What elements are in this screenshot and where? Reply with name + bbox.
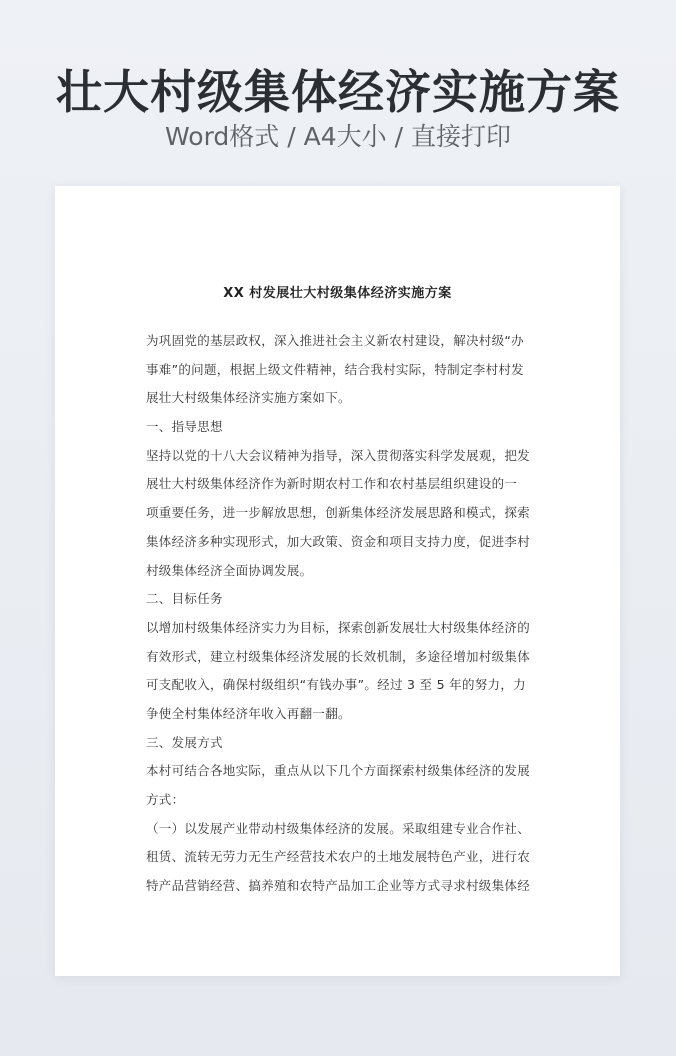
paragraph-line: 特产品营销经营、搞养殖和农特产品加工企业等方式寻求村级集体经: [146, 878, 531, 894]
document-page: [55, 186, 620, 976]
section-heading: 一、指导思想: [146, 419, 223, 435]
banner-title: 壮大村级集体经济实施方案: [56, 65, 620, 119]
document-title: XX 村发展壮大村级集体经济实施方案: [223, 286, 452, 301]
paragraph-line: 本村可结合各地实际，重点从以下几个方面探索村级集体经济的发展: [146, 763, 531, 779]
paragraph-line: 租赁、流转无劳力无生产经营技术农户的土地发展特色产业，进行农: [146, 849, 531, 865]
paragraph-line: 展壮大村级集体经济作为新时期农村工作和农村基层组织建设的一: [146, 476, 518, 492]
paragraph-line: 为巩固党的基层政权，深入推进社会主义新农村建设，解决村级“办: [146, 333, 524, 348]
paragraph-line: 坚持以党的十八大会议精神为指导，深入贯彻落实科学发展观，把发: [146, 447, 531, 463]
paragraph-line: 方式：: [146, 792, 185, 807]
paragraph-line: 有效形式，建立村级集体经济发展的长效机制，多途径增加村级集体: [146, 648, 531, 664]
paragraph-line: 以增加村级集体经济实力为目标，探索创新发展壮大村级集体经济的: [146, 619, 531, 635]
banner-subtitle: Word格式 / A4大小 / 直接打印: [165, 122, 511, 151]
section-heading: 三、发展方式: [146, 734, 223, 750]
paragraph-line: 事难”的问题，根据上级文件精神，结合我村实际，特制定李村村发: [146, 361, 524, 377]
paragraph-line: 展壮大村级集体经济实施方案如下。: [146, 390, 351, 406]
paragraph-line: （一）以发展产业带动村级集体经济的发展。采取组建专业合作社、: [146, 820, 531, 836]
paragraph-line: 村级集体经济全面协调发展。: [146, 562, 313, 578]
document-body: [146, 327, 532, 901]
paragraph-line: 集体经济多种实现形式，加大政策、资金和项目支持力度，促进李村: [146, 533, 531, 549]
paragraph-line: 可支配收入，确保村级组织“有钱办事”。经过 3 至 5 年的努力，力: [146, 677, 526, 693]
paragraph-line: 项重要任务，进一步解放思想，创新集体经济发展思路和模式，探索: [146, 505, 531, 521]
paragraph-line: 争使全村集体经济年收入再翻一翻。: [146, 705, 351, 721]
section-heading: 二、目标任务: [146, 591, 223, 607]
